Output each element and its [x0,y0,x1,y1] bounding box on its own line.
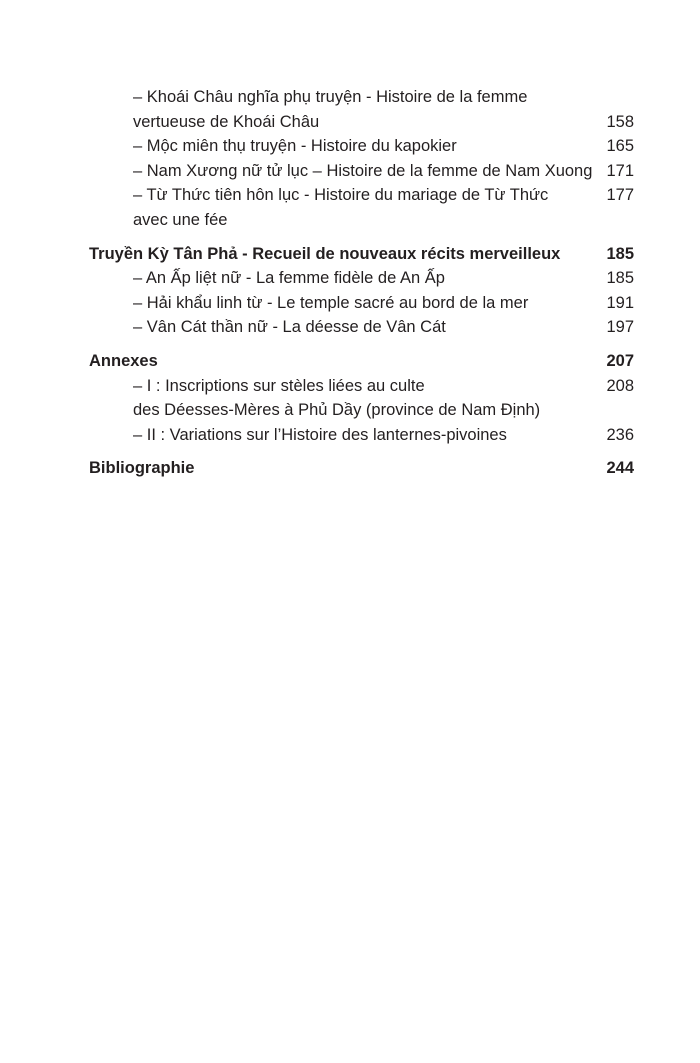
toc-section-title: Truyền Kỳ Tân Phả - Recueil de nouveaux récits merveilleux [89,244,561,263]
toc-entry [89,374,634,399]
toc-entry-title: – II : Variations sur l’Histoire des lanternes-pivoines [133,425,507,444]
toc-section-heading [89,349,634,374]
toc-entry [89,183,634,208]
toc-entry [89,398,634,423]
toc-entry-title: – An Ấp liệt nữ - La femme fidèle de An Ấp [133,269,445,288]
toc-entry-page: 197 [606,318,634,337]
toc-entry [89,315,634,340]
toc-entry [89,159,634,184]
toc-entry-title: – Hải khẩu linh từ - Le temple sacré au bord de la mer [133,293,529,312]
toc-section-heading [89,456,634,481]
toc-entry-title: – Mộc miên thụ truyện - Histoire du kapokier [133,137,457,156]
toc-entry-title: – Nam Xương nữ tử lục – Histoire de la femme de Nam Xuong [133,161,593,180]
toc-entry-page: 236 [606,425,634,444]
toc-entry-page: 191 [606,293,634,312]
toc-entry [89,266,634,291]
toc-entry-title: – Khoái Châu nghĩa phụ truyện - Histoire de la femme [133,88,528,106]
toc-section-heading [89,242,634,267]
toc-section-title: Bibliographie [89,459,195,478]
toc-entry-page: 208 [606,376,634,395]
toc-entry-page: 158 [606,112,634,131]
toc-entry-title: – Vân Cát thần nữ - La déesse de Vân Cát [133,318,446,337]
toc-entry-title: – I : Inscriptions sur stèles liées au culte [133,376,425,395]
toc-section-page: 207 [606,351,634,370]
toc-section-title: Annexes [89,351,158,370]
toc-entry-title: avec une fée [133,210,228,229]
table-of-contents [89,85,634,481]
toc-entry [89,208,634,233]
toc-entry [89,110,634,135]
toc-entry-title: des Déesses-Mères à Phủ Dầy (province de Nam Định) [133,401,541,420]
toc-section-page: 244 [606,459,634,478]
toc-entry-page: 171 [606,161,634,180]
toc-entry-title: – Từ Thức tiên hôn lục - Histoire du mariage de Từ Thức [133,186,549,205]
toc-entry [89,423,634,448]
toc-entry-title: vertueuse de Khoái Châu [133,112,320,131]
toc-entry [89,291,634,316]
toc-entry-page: 177 [606,186,634,205]
toc-entry [89,134,634,159]
toc-section-page: 185 [606,244,634,263]
toc-entry-page: 185 [606,269,634,288]
toc-entry-page: 165 [606,137,634,156]
toc-entry [89,85,634,110]
